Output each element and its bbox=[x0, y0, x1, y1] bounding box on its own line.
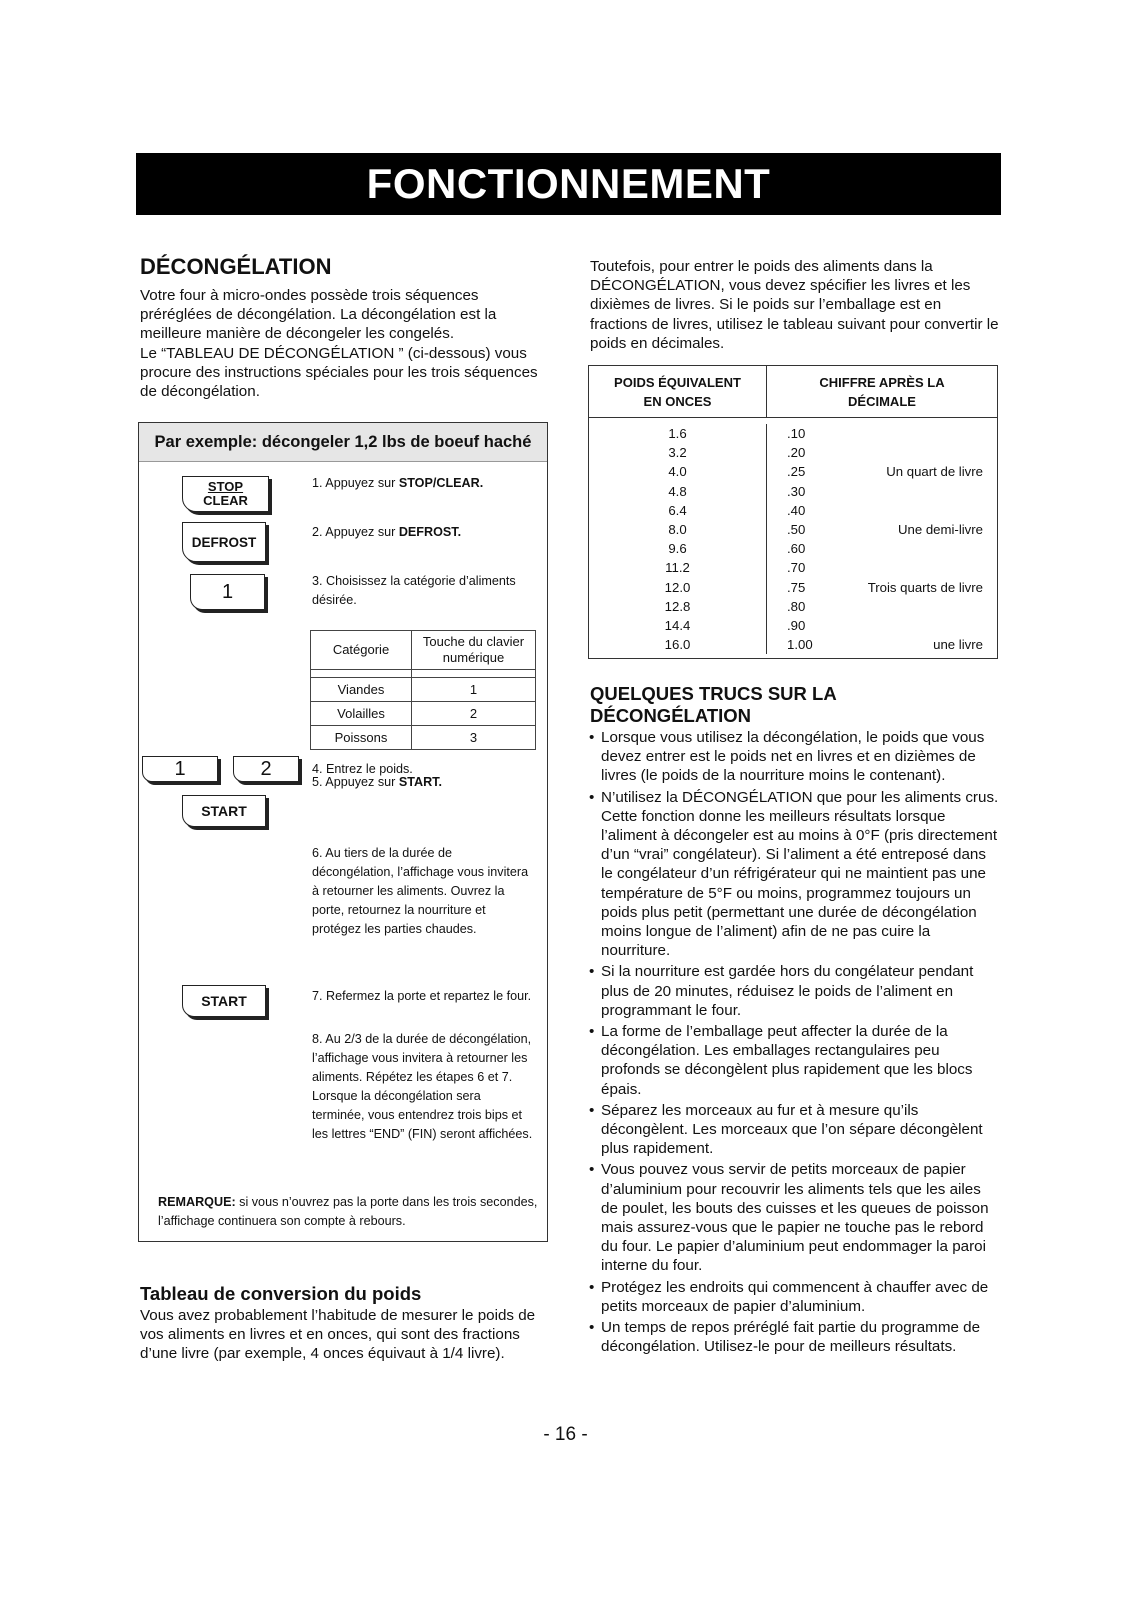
fraction-note: Un quart de livre bbox=[886, 464, 983, 480]
ounces-cell: 11.2 bbox=[665, 560, 690, 576]
ounces-cell: 12.8 bbox=[664, 598, 691, 614]
decimal-row bbox=[767, 578, 997, 597]
key-cell: 2 bbox=[412, 702, 536, 726]
tip-item: • Séparez les morceaux au fur et à mesure qu’ils décongèlent. Les morceaux que l’on sépare décongèlent plus rapidement. bbox=[589, 1101, 999, 1159]
page-banner: FONCTIONNEMENT bbox=[136, 153, 1001, 215]
decimal-row bbox=[767, 539, 997, 558]
step-2: 2. Appuyez sur DEFROST. bbox=[312, 525, 462, 539]
decimal-cell: .30 bbox=[787, 483, 806, 499]
decimal-row bbox=[767, 424, 997, 443]
category-header: Catégorie bbox=[311, 631, 412, 670]
conversion-title: Tableau de conversion du poids bbox=[140, 1283, 422, 1304]
fraction-note: Trois quarts de livre bbox=[867, 579, 983, 595]
tip-item: • Lorsque vous utilisez la décongélation, le poids que vous devez entrer est le poids net en livres et en dizièmes de livres (le poids de la nourriture moins le contenant). bbox=[589, 728, 999, 786]
intro-paragraph-2: Le “TABLEAU DE DÉCONGÉLATION ” (ci-dessous) vous procure des instructions spéciales pour les trois séquences de décongélation. bbox=[140, 345, 538, 401]
ounces-cell: 8.0 bbox=[668, 521, 687, 537]
stop-clear-key-icon: STOP CLEAR bbox=[182, 476, 269, 512]
decimal-cell: .90 bbox=[787, 617, 806, 633]
intro-paragraph-1: Votre four à micro-ondes possède trois séquences préréglées de décongélation. La décongélation est la meilleure manière de décongeler les congelés. bbox=[140, 287, 497, 343]
decimal-cell: .75 bbox=[787, 579, 806, 595]
decimal-cell: .70 bbox=[787, 560, 806, 576]
decimal-row bbox=[767, 616, 997, 635]
conversion-paragraph: Vous avez probablement l’habitude de mesurer le poids de vos aliments en livres et en onces, qui sont des fractions d’une livre (par exemple, 4 onces équivaut à 1/4 livre). bbox=[140, 1307, 536, 1363]
decimal-header: CHIFFRE APRÈS LA DÉCIMALE bbox=[819, 374, 945, 409]
page-number: - 16 - bbox=[543, 1424, 588, 1445]
decimal-cell: .50 bbox=[787, 521, 806, 537]
defrost-key-icon: DEFROST bbox=[182, 522, 266, 562]
number-2-key-icon: 2 bbox=[233, 756, 299, 782]
section-title-decongelation: DÉCONGÉLATION bbox=[140, 254, 332, 279]
step-5-text: 5. Appuyez sur START. bbox=[312, 775, 442, 789]
tip-item: • Un temps de repos préréglé fait partie du programme de décongélation. Utilisez-le pour de meilleurs résultats. bbox=[589, 1318, 999, 1356]
ounces-cell: 6.4 bbox=[668, 502, 687, 518]
step-3: 3. Choisissez la catégorie d’aliments désirée. bbox=[312, 574, 516, 607]
start-key-icon: START bbox=[182, 795, 266, 827]
tip-item: • Si la nourriture est gardée hors du congélateur pendant plus de 20 minutes, réduisez le poids de l’aliment en programmant le four. bbox=[589, 962, 999, 1020]
decimal-cell: .20 bbox=[787, 445, 806, 461]
decimal-column bbox=[767, 424, 997, 654]
decimal-row bbox=[767, 482, 997, 501]
fraction-note: une livre bbox=[933, 637, 983, 653]
number-1-key-icon: 1 bbox=[190, 574, 265, 610]
decimal-row bbox=[767, 520, 997, 539]
decimal-cell: .10 bbox=[787, 426, 806, 441]
decimal-row bbox=[767, 443, 997, 462]
decimal-row bbox=[767, 558, 997, 577]
decimal-cell: .40 bbox=[787, 502, 806, 518]
ounces-cell: 3.2 bbox=[668, 445, 687, 461]
remark: REMARQUE: si vous n’ouvrez pas la porte dans les trois secondes, l’affichage continuera son compte à rebours. bbox=[158, 1195, 538, 1228]
decimal-cell: 1.00 bbox=[787, 637, 813, 653]
right-intro-paragraph: Toutefois, pour entrer le poids des aliments dans la DÉCONGÉLATION, vous devez spécifier les livres et les dixièmes de livres. Si le poids sur l’emballage est en fractions de livres, utilisez le tableau suivant pour convertir le poids en décimales. bbox=[590, 258, 999, 352]
step-1: 1. Appuyez sur STOP/CLEAR. bbox=[312, 476, 484, 490]
ounces-cell: 14.4 bbox=[664, 617, 691, 633]
step-6: 6. Au tiers de la durée de décongélation, l’affichage vous invitera à retourner les aliments. Ouvrez la porte, retournez la nourriture et protégez les parties chaudes. bbox=[312, 846, 529, 936]
category-table bbox=[310, 630, 536, 750]
step-8: 8. Au 2/3 de la durée de décongélation, l’affichage vous invitera à retourner les aliments. Répétez les étapes 6 et 7. Lorsque la décongélation sera terminée, vous entendrez trois bips et les lettres “END” (FIN) seront affichées. bbox=[312, 1032, 533, 1141]
decimal-cell: .80 bbox=[787, 598, 806, 614]
step-7: 7. Refermez la porte et repartez le four. bbox=[312, 989, 532, 1003]
ounces-cell: 4.8 bbox=[668, 483, 687, 499]
start-key-icon: START bbox=[182, 985, 266, 1017]
key-cell: 3 bbox=[412, 726, 536, 750]
number-1-key-icon: 1 bbox=[142, 756, 218, 782]
tips-title: QUELQUES TRUCS SUR LA DÉCONGÉLATION bbox=[590, 683, 837, 726]
category-cell: Volailles bbox=[311, 702, 412, 726]
conversion-table bbox=[588, 365, 998, 659]
tip-item: • La forme de l’emballage peut affecter la durée de la décongélation. Les emballages rectangulaires peu profonds se décongèlent plus rapidement que les blocs épais. bbox=[589, 1022, 999, 1099]
ounces-cell: 12.0 bbox=[664, 579, 691, 595]
decimal-row bbox=[767, 501, 997, 520]
ounces-cell: 1.6 bbox=[668, 426, 687, 441]
category-cell: Viandes bbox=[311, 678, 412, 702]
tip-item: • Protégez les endroits qui commencent à chauffer avec de petits morceaux de papier d’aluminium. bbox=[589, 1278, 999, 1316]
decimal-row bbox=[767, 462, 997, 481]
fraction-note: Une demi-livre bbox=[897, 521, 983, 537]
keypad-header: Touche du clavier numérique bbox=[412, 631, 536, 670]
decimal-row bbox=[767, 635, 997, 654]
ounces-header: POIDS ÉQUIVALENT EN ONCES bbox=[589, 366, 767, 417]
tip-item: • N’utilisez la DÉCONGÉLATION que pour les aliments crus. Cette fonction donne les meilleurs résultats lorsque l’aliment à décongeler est au moins à 0°F (pris directement d’un “vrai” congélateur). Si l’aliment a été entreposé dans le congélateur d’un réfrigérateur qui ne maintient pas une température de 5°F ou moins, programmez toujours un poids plus petit (permettant une durée de décongélation moins longue de l’aliment) afin de ne pas cuire la nourriture. bbox=[589, 788, 999, 961]
tip-item: • Vous pouvez vous servir de petits morceaux de papier d’aluminium pour recouvrir les aliments tels que les ailes de poulet, les bouts des cuisses et les queues de poisson mais assurez-vous que le papier ne touche pas le rebord du four. Le papier d’aluminium peut endommager la paroi interne du four. bbox=[589, 1160, 999, 1275]
category-cell: Poissons bbox=[311, 726, 412, 750]
ounces-column bbox=[589, 424, 767, 654]
decimal-cell: .25 bbox=[787, 464, 806, 480]
ounces-cell: 9.6 bbox=[668, 541, 687, 557]
example-header: Par exemple: décongeler 1,2 lbs de boeuf haché bbox=[139, 423, 547, 462]
step-4: 4. Entrez le poids. bbox=[312, 762, 413, 776]
ounces-cell: 16.0 bbox=[664, 637, 691, 653]
key-cell: 1 bbox=[412, 678, 536, 702]
ounces-cell: 4.0 bbox=[668, 464, 687, 480]
decimal-row bbox=[767, 597, 997, 616]
decimal-cell: .60 bbox=[787, 541, 806, 557]
tips-list bbox=[589, 728, 999, 1359]
